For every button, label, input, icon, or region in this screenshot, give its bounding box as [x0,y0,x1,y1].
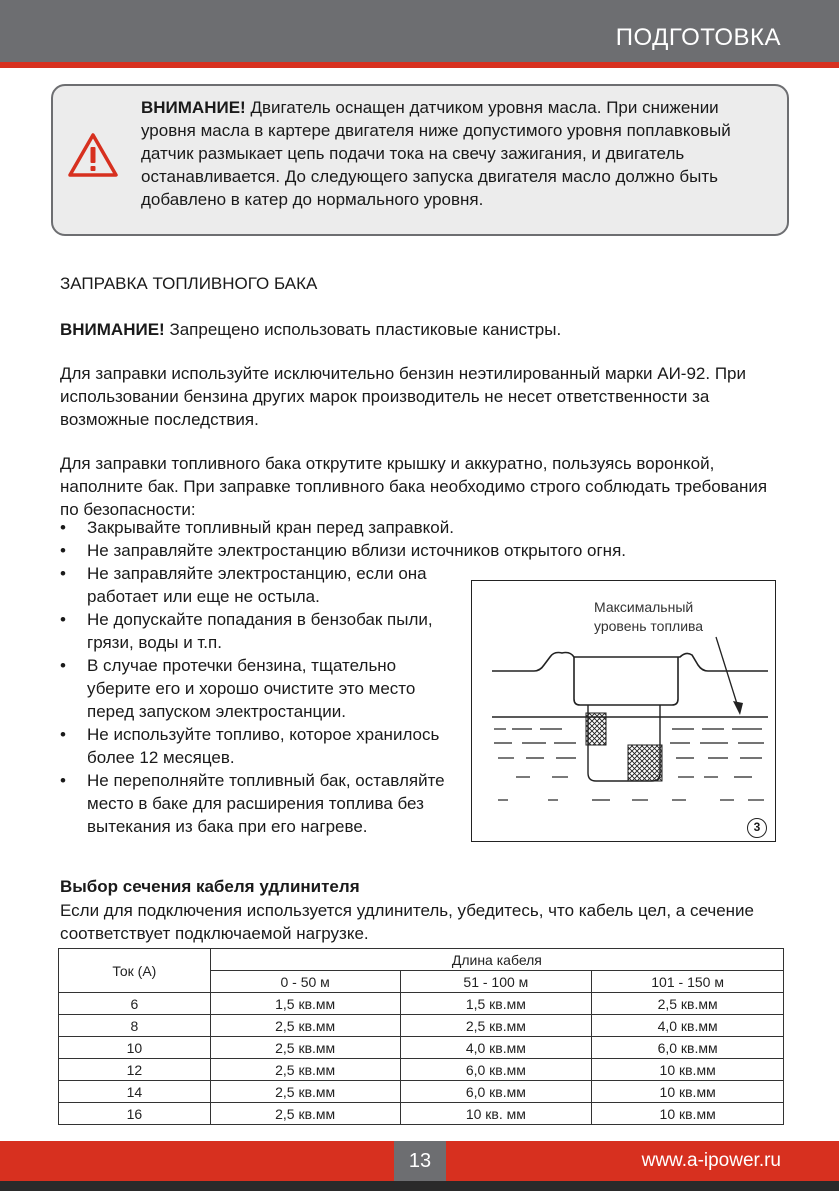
table-cell: 2,5 кв.мм [210,1103,400,1125]
table-row [59,1037,784,1059]
table-cell: 2,5 кв.мм [592,993,784,1015]
table-cell: 2,5 кв.мм [210,1059,400,1081]
header-accent-stripe [0,62,839,68]
attention-label: ВНИМАНИЕ! [60,320,165,339]
safety-requirements-list [60,516,626,838]
list-item: • Не заправляйте электростанцию вблизи источников открытого огня. [60,539,760,562]
table-cell: 6,0 кв.мм [400,1059,592,1081]
plastic-canister-warning [60,318,780,341]
table-cell: 14 [59,1081,211,1103]
page-header [0,0,839,62]
table-cell: 4,0 кв.мм [400,1037,592,1059]
table-cell: 10 кв.мм [592,1103,784,1125]
table-row [59,993,784,1015]
refuel-instructions-paragraph: Для заправки топливного бака открутите крышку и аккуратно, пользуясь воронкой, наполните бак. При заправке топливного бака необходимо строго соблюдать требования по безопасности: [60,454,768,519]
table-cell: 2,5 кв.мм [210,1081,400,1103]
current-header: Ток (А) [59,949,211,993]
fuel-type-paragraph: Для заправки используйте исключительно бензин неэтилированный марки АИ-92. При использовании бензина других марок производитель не несет ответственности за возможные последствия. [60,364,746,429]
cable-section-title: Выбор сечения кабеля удлинителя [60,877,360,896]
table-row [59,1081,784,1103]
table-cell: 6,0 кв.мм [400,1081,592,1103]
table-cell: 10 кв.мм [592,1081,784,1103]
website-link[interactable]: www.a-ipower.ru [641,1150,781,1171]
table-cell: 10 кв. мм [400,1103,592,1125]
attention-text: Запрещено использовать пластиковые канистры. [164,320,562,339]
table-header-row [59,949,784,971]
table-row [59,1015,784,1037]
figure-number: 3 [747,818,767,838]
table-cell: 12 [59,1059,211,1081]
table-cell: 10 кв.мм [592,1059,784,1081]
length-header: Длина кабеля [210,949,783,971]
table-cell: 2,5 кв.мм [400,1015,592,1037]
oil-warning-text [141,96,761,211]
table-row [59,1103,784,1125]
cable-section-description: Если для подключения используется удлинитель, убедитесь, что кабель цел, а сечение соответствует подключаемой нагрузке. [60,901,754,943]
list-item: • Не допускайте попадания в бензобак пыли, грязи, воды и т.п. [60,608,460,654]
warning-label: ВНИМАНИЕ! [141,98,246,117]
section-heading: ПОДГОТОВКА [615,24,781,51]
cable-section-table [58,948,784,1125]
table-cell: 16 [59,1103,211,1125]
page-number: 13 [394,1141,446,1181]
fuel-tank-section-title: ЗАПРАВКА ТОПЛИВНОГО БАКА [60,274,318,293]
length-column-header: 0 - 50 м [210,971,400,993]
table-cell: 2,5 кв.мм [210,1015,400,1037]
footer-bottom-bar [0,1181,839,1191]
list-item: • Не переполняйте топливный бак, оставляйте место в баке для расширения топлива без вытекания из бака при его нагреве. [60,769,460,838]
warning-body: Двигатель оснащен датчиком уровня масла. При снижении уровня масла в картере двигателя ниже допустимого уровня поплавковый датчик размыкает цепь подачи тока на свечу зажигания, и двигатель останавливается. До следующего запуска двигателя масло должно быть добавлено в катер до нормального уровня. [141,98,731,209]
table-cell: 6,0 кв.мм [592,1037,784,1059]
table-cell: 4,0 кв.мм [592,1015,784,1037]
table-cell: 1,5 кв.мм [400,993,592,1015]
fuel-level-figure [471,580,776,842]
table-row [59,1059,784,1081]
oil-warning-box [51,84,789,236]
fig-label-line: Максимальный [594,599,694,615]
table-cell: 6 [59,993,211,1015]
warning-triangle-icon [67,131,119,179]
list-item: • В случае протечки бензина, тщательно уберите его и хорошо очистите это место перед запуском электростанции. [60,654,460,723]
length-column-header: 51 - 100 м [400,971,592,993]
table-cell: 10 [59,1037,211,1059]
list-item: • Закрывайте топливный кран перед заправкой. [60,516,760,539]
table-cell: 1,5 кв.мм [210,993,400,1015]
fig-label-line: уровень топлива [594,618,704,634]
list-item: • Не используйте топливо, которое хранилось более 12 месяцев. [60,723,460,769]
list-item: • Не заправляйте электростанцию, если она работает или еще не остыла. [60,562,460,608]
table-cell: 2,5 кв.мм [210,1037,400,1059]
length-column-header: 101 - 150 м [592,971,784,993]
max-fuel-level-label [594,598,703,636]
table-cell: 8 [59,1015,211,1037]
